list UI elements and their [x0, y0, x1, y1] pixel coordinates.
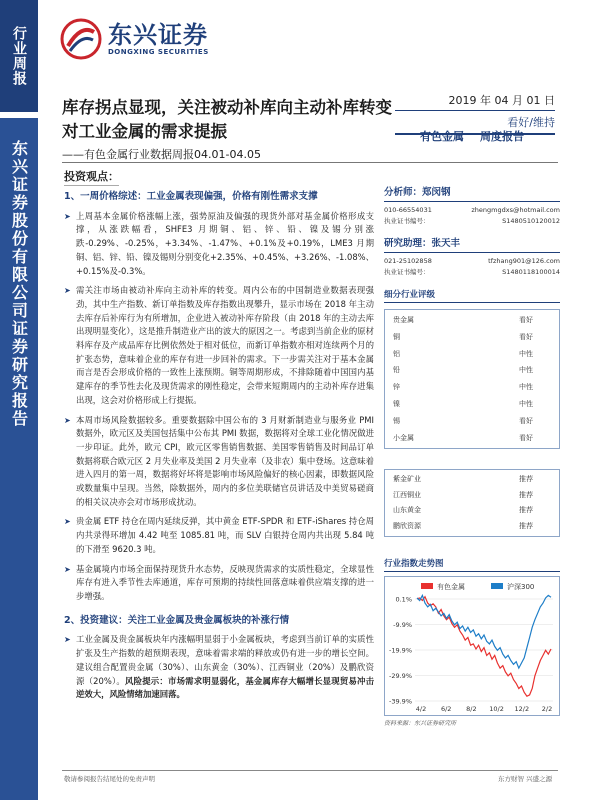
bullet-arrow-icon: ➤ [64, 286, 71, 296]
main-content [64, 188, 374, 708]
report-rating: 看好/维持 [395, 111, 555, 135]
bullet-arrow-icon: ➤ [64, 635, 71, 645]
section-title-2: 2、投资建议：关注工业金属及贵金属板块的补涨行情 [64, 614, 290, 626]
report-subtitle: ——有色金属行业数据周报04.01-04.05 [62, 148, 261, 161]
x-tick-label: 8/2 [466, 705, 477, 713]
table-row: 镍 中性 [393, 399, 533, 408]
x-tick-label: 6/2 [440, 705, 452, 713]
sidebar-company-block [0, 118, 38, 800]
chart-title: 行业指数走势图 [384, 557, 560, 572]
table-row: 山东黄金 推荐 [393, 506, 533, 515]
bullet-paragraph [64, 414, 374, 510]
bullet-arrow-icon: ➤ [64, 564, 71, 574]
paragraph-text: 本周市场风险数据较多。重要数据除中国公布的 3 月财新制造业与服务业 PMI 数据外，欧元区及美国包括集中公布其 PMI 数据，数据将对全球工业化情况做进一步印证。此外，欧元 CPI，欧元区零售销售数据、美国零售销售及时间品订单数据将联合欧元区 2 月失业率及美国 2 月失业率（及非农）集中登场。这意味着进入四月的第一周，数据将好坏将是影响市场风险偏好的核心因素，即数据风险或数量集中呈现。当然，除数据外，周内的多位美联储官员讲话及中美贸易磋商的相关议决亦会对市场形成扰动。 [76, 414, 374, 507]
table-row: 小金属 看好 [393, 433, 533, 442]
y-tick-label: 0.1% [395, 595, 412, 604]
series-line [417, 597, 551, 697]
paragraph-text: 上周基本金属价格涨幅上涨，强势原油及偏强的现货外部对基金属价格形成支撑，从涨跌幅看，SHFE3 月期铜、铝、锌、铅、镍及锡分别涨跌-0.29%、-0.25%，+3.34%、-1.47%、+0.1%及+0.19%，LME3 月期铜、铝、锌、铅、镍及锡则分别变化+2.35%、+0.45%、+3.26%、-1.08%、+0.15%及-0.3%。 [76, 210, 374, 276]
analyst-cert-label: 执业证书编号： [384, 217, 430, 225]
assistant-phone: 021-25102858 [384, 257, 432, 265]
legend-label: 有色金属 [437, 583, 465, 591]
bullet-paragraph [64, 210, 374, 279]
bullet-arrow-icon: ➤ [64, 211, 71, 221]
stock-table [384, 469, 560, 537]
analyst-phone: 010-66554031 [384, 206, 432, 214]
analyst-cert-number: S1480510120012 [502, 217, 560, 225]
series-line [417, 595, 551, 668]
bullet-arrow-icon: ➤ [64, 415, 71, 425]
assistant-cert-label: 执业证书编号： [384, 268, 430, 276]
points-label: 投资观点： [64, 168, 119, 186]
table-row: 江西铜业 推荐 [393, 490, 533, 499]
paragraph-text: 贵金属 ETF 持仓在周内延续反弹，其中黄金 ETF-SPDR 和 ETF-iShares 持仓周内共录得环增加 4.42 吨至 1085.81 吨，而 SLV 白银持仓周内共出现 5.84 吨的下滑至 9620.3 吨。 [76, 516, 374, 554]
report-headline: 库存拐点显现，关注被动补库向主动补库转变对工业金属的需求提振 [62, 98, 392, 141]
table-row: 铅 中性 [393, 366, 533, 375]
report-tags [420, 128, 524, 144]
assistant-role: 研究助理： [384, 238, 432, 249]
footer-divider [62, 770, 558, 771]
sidebar-section-block [0, 0, 38, 112]
footer-disclaimer: 敬请参阅报告结尾处的免责声明 [64, 775, 155, 783]
report-date: 2019 年 04 月 01 日 [395, 92, 555, 111]
analyst-header [384, 180, 560, 202]
y-tick-label: -9.9% [393, 621, 412, 629]
analyst-email[interactable]: zhengmgdxs@hotmail.com [471, 206, 560, 214]
y-tick-label: -39.9% [389, 697, 412, 706]
assistant-header [384, 231, 560, 253]
logo-mark-icon [60, 18, 102, 60]
y-tick-label: -19.9% [389, 646, 412, 655]
assistant-contact [384, 256, 560, 267]
footer-slogan: 东方财智 兴盛之源 [498, 775, 553, 783]
chart-source: 资料来源：东兴证券研究所 [384, 720, 457, 727]
assistant-email[interactable]: tfzhang901@126.com [488, 257, 560, 265]
index-chart-svg [385, 577, 559, 715]
recommendation-text: 工业金属及贵金属板块年内涨幅明显弱于小金属板块，考虑到当前订单的实质性扩张及生产指数的超预期表现，意味着需求端的释放或仍有进一步的增长空间。建议组合配置贵金属（30%）、山东黄金（30%）、江西铜业（20%）及鹏欣资源（20%）。 [76, 634, 374, 686]
table-row: 锡 看好 [393, 416, 533, 425]
analyst-role: 分析师： [384, 187, 423, 198]
table-row: 铝 中性 [393, 349, 533, 358]
subindustry-table [384, 309, 560, 449]
sidebar [0, 0, 38, 800]
analyst-name: 郑闵钢 [422, 187, 451, 198]
x-tick-label: 12/2 [514, 705, 530, 713]
tag-industry: 有色金属 [420, 130, 464, 143]
x-tick-label: 10/2 [489, 705, 504, 713]
legend-swatch [491, 583, 503, 589]
company-logo [60, 18, 209, 60]
paragraph-text: 基金属境内市场全面保持现货升水态势，反映现货需求的实质性稳定，全球显性库存有进入季节性去库通道，库存可预期的持续性回落意味着供应端支撑的进一步增强。 [76, 563, 374, 601]
bullet-paragraph [64, 515, 374, 556]
header-divider [62, 162, 558, 163]
legend-label: 沪深300 [507, 583, 535, 591]
index-chart [384, 576, 560, 716]
bullet-paragraph [64, 284, 374, 407]
bullet-arrow-icon: ➤ [64, 517, 71, 527]
assistant-cert [384, 267, 560, 278]
legend-swatch [421, 583, 433, 589]
risk-label: 风险提示： [125, 675, 168, 686]
tag-report-type: 周度报告 [480, 130, 524, 143]
section-title-1: 1、一周价格综述：工业金属表现偏强，价格有刚性需求支撑 [64, 191, 318, 202]
table-row: 贵金属 看好 [393, 316, 533, 324]
analyst-cert [384, 216, 560, 227]
table-row: 铜 看好 [393, 332, 533, 341]
sidebar-section-label: 行业周报 [11, 26, 27, 86]
logo-text-cn: 东兴证券 [108, 21, 208, 49]
analyst-contact [384, 205, 560, 216]
sidebar-company-label: 东兴证券股份有限公司证券研究报告 [9, 140, 29, 428]
paragraph-text: 需关注市场由被动补库向主动补库的转变。周内公布的中国制造业数据表现强劲，其中生产指数、新订单指数及库存指数出现攀升，显示市场在 2018 年主动去库存后补库行为有所增加，企业进入被动补库存阶段（由 2018 年的主动去库出现明显变化），这是推升制造业产出的波大的原因之一。考虑到当前企业的原材料库存及产成品库存比例依然处于相对低位，而新订单指数亦相对连续两个月的扩张态势，意味着企业的库存有进一步回补的需求。下一步需关注对于基本金属而言是否会形成价格的一致性上涨预期。铜等周期形成，不排除随着中国国内基建库存的季节性去化及现货需求的刚性稳定，会带来短期周内的主动补库存进集出现，这会对价格形成上行提振。 [76, 285, 374, 405]
x-tick-label: 4/2 [415, 705, 427, 713]
right-column [384, 180, 560, 727]
bullet-paragraph [64, 563, 374, 604]
x-tick-label: 2/2 [541, 705, 553, 713]
assistant-name: 张天丰 [431, 238, 461, 249]
paragraph-text [76, 633, 374, 702]
subindustry-title: 细分行业评级 [384, 288, 560, 303]
bullet-paragraph [64, 633, 374, 702]
y-tick-label: -29.9% [389, 672, 412, 680]
risk-text: 市场需求明显弱化，基金属库存大幅增长显现贸易冲击逆效大，风险情绪加速回落。 [76, 675, 375, 700]
logo-text-en: DONGXING SECURITIES [108, 48, 209, 56]
assistant-cert-number: S1480118100014 [502, 268, 560, 276]
table-row: 锌 中性 [393, 383, 533, 392]
table-row: 鹏欣资源 推荐 [393, 521, 533, 530]
table-row: 紫金矿业 推荐 [393, 475, 533, 484]
